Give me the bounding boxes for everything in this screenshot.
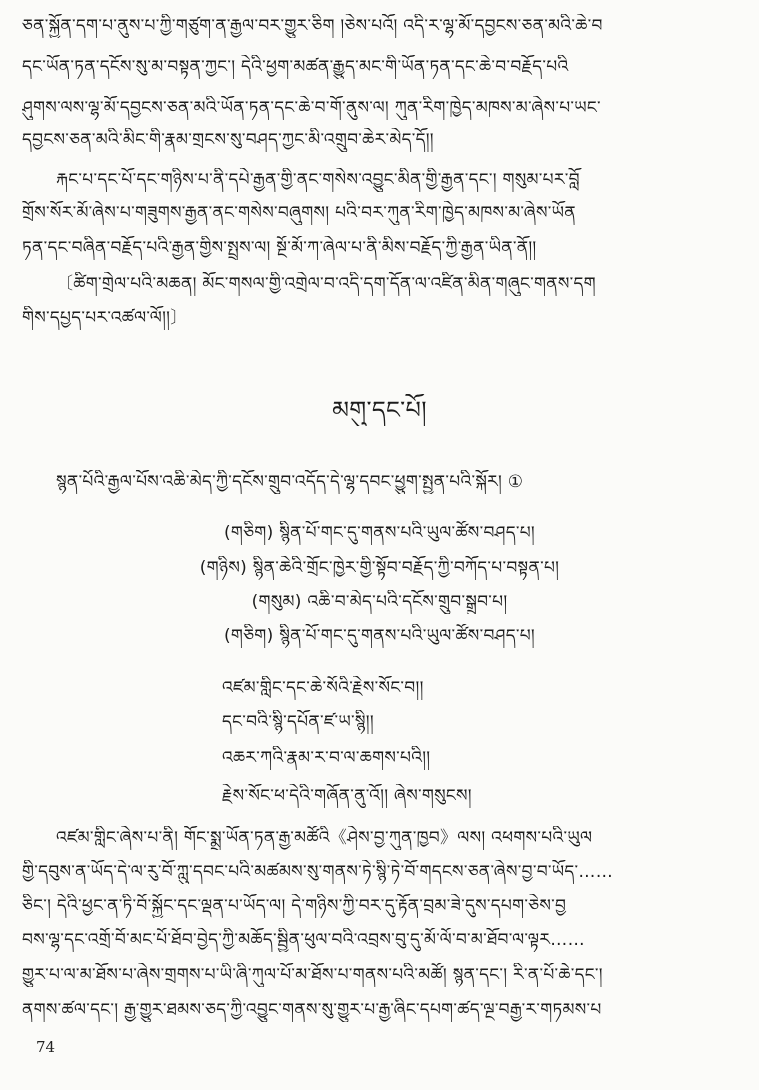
paragraph-3-line-5: གྱུར་པ་ལ་མ་ཐོས་པ་ཞེས་གྲགས་པ་ཡི་ཞི་ཀུལ་པོ་མ་ཐོས་པ་གནས་པའི་མཚོ། སྙན་དང་། རི་ན་པོ་ཆེ་དང་། — [22, 965, 603, 985]
chapter-item-4: (གཅིག) སྙིན་པོ་གང་དུ་གནས་པའི་ཡུལ་ཚོས་བཤད་པ། — [224, 626, 535, 646]
note-line-2: གིས་དཔྱད་པར་འཚལ་ལོ།།〕 — [22, 308, 188, 328]
paragraph-3-line-4: བས་ལྷ་དང་འགྲོ་བོ་མང་པོ་ཐོབ་བྱེད་ཀྱི་མཆོད་སྦྱིན་ཕུལ་བའི་འབྲས་བུ་དུ་མོ་ལོ་བ་མ་ཐོབ་ལ་ལྟར…… — [22, 930, 585, 950]
paragraph-2-line-3: ཏན་དང་བཞིན་བརྗོད་པའི་རྒྱན་གྱིས་སྤྲས་ལ། སྔོ་མོ་ཀ་ཞེལ་པ་ནི་མིས་བརྗོད་ཀྱི་རྒྱན་ཡིན་ནོ།། — [22, 238, 537, 258]
subheading: སྙན་པོའི་རྒྱལ་པོས་འཆི་མེད་ཀྱི་དངོས་གྲུབ་འདོད་དེ་ལྷ་དབང་ཕྱུག་སྤྱན་པའི་སྐོར། ① — [56, 472, 524, 492]
chapter-item-3: (གསུམ) འཆི་བ་མེད་པའི་དངོས་གྲུབ་སྒྲུབ་པ། — [251, 592, 508, 612]
verse-line-4: རྗེས་སོང་ཕ་དེའི་གཞོན་ནུ་འོ།། ཞེས་གསུངས། — [222, 786, 472, 806]
chapter-item-2: (གཉིས) སྙིན་ཆེའི་གྲོང་ཁྱེར་གྱི་སྟོབ་བརྗོད་ཀྱི་བཀོད་པ་བསྟན་པ། — [199, 558, 560, 578]
page-number: 74 — [36, 1038, 56, 1056]
verse-line-3: འཆར་ཀའི་རྣམ་ར་བ་ལ་ཆགས་པའི།། — [222, 748, 431, 768]
paragraph-3-line-1: འཛམ་གླིང་ཞེས་པ་ནི། གོང་སྨྲ་ཡོན་ཏན་རྒྱ་མཚོའི《ཤེས་བྱ་ཀུན་ཁྱབ》ལས། འཕགས་པའི་ཡུལ — [56, 828, 593, 848]
paragraph-3-line-6: ནགས་ཚལ་དང་། རྒྱ་གྱུར་ཐམས་ཅད་ཀྱི་འབྱུང་གནས་སུ་གྱུར་པ་རྒྱ་ཞིང་དཔག་ཚད་ལྔ་བརྒྱ་ར་གཏམས་པ — [22, 1000, 602, 1020]
verse-line-1: འཛམ་གླིང་དང་ཆེ་སོའི་རྗེས་སོང་བ།། — [222, 678, 424, 698]
verse-line-2: དང་བའི་སྙི་དཔོན་ཛ་ཡ་སྙི།། — [222, 712, 374, 732]
paragraph-1-line-2: དང་ཡོན་ཏན་དངོས་སུ་མ་བསྟན་ཀྱང་། དེའི་ཕྱག་མཚན་རྒྱུད་མང་གི་ཡོན་ཏན་དང་ཆེ་བ་བརྗོད་པའི — [22, 57, 569, 77]
paragraph-2-line-1: རྐང་པ་དང་པོ་དང་གཉིས་པ་ནི་དཔེ་རྒྱན་གྱི་ནང་གསེས་འབྱུང་མིན་གྱི་རྒྱན་དང་། གསུམ་པར་བློ — [56, 170, 580, 190]
paragraph-3-line-2: གྱི་དབུས་ན་ཡོད་དེ་ལ་རུ་བོ་ཀླུ་དབང་པའི་མཚམས་སུ་གནས་ཏེ་སྙི་ཏེ་བོ་གདངས་ཅན་ཞེས་བྱ་བ་ཡོད་…… — [22, 862, 614, 882]
paragraph-1-line-4: དབྱངས་ཅན་མའི་མིང་གི་རྣམ་གྲངས་སུ་བཤད་ཀྱང་མི་འགྲུབ་ཆེར་མེད་དོ།། — [22, 130, 434, 150]
section-title: མགུ་དང་པོ། — [332, 396, 427, 424]
chapter-item-1: (གཅིག) སྙིན་པོ་གང་དུ་གནས་པའི་ཡུལ་ཚོས་བཤད་པ། — [224, 523, 535, 543]
paragraph-1-line-3: ཤུགས་ལས་ལྷ་མོ་དབྱངས་ཅན་མའི་ཡོན་ཏན་དང་ཆེ་བ་གོ་ནུས་ལ། ཀུན་རིག་ཁྱེད་མཁས་མ་ཞེས་པ་ཡང་ — [22, 98, 601, 118]
paragraph-1-line-1: ཅན་སྐྱོན་དག་པ་ནུས་པ་ཀྱི་གཙུག་ན་རྒྱལ་བར་གྱུར་ཅིག །ཅེས་པའོ། འདི་ར་ལྷ་མོ་དབྱངས་ཅན་མའི་ཆེ་བ — [22, 16, 603, 36]
paragraph-2-line-2: གྲོས་སོར་མོ་ཞེས་པ་གཟུགས་རྒྱན་ནང་གསེས་བཞུགས། པའི་བར་ཀུན་རིག་ཁྱེད་མཁས་མ་ཞེས་ཡོན — [22, 203, 576, 223]
note-line-1: 〔ཚིག་གྲེལ་པའི་མཆན། མོང་གསལ་གྱི་འགྲེལ་བ་འདི་དག་དོན་ལ་འཛིན་མིན་གཞུང་གནས་དག — [56, 274, 596, 294]
paragraph-3-line-3: ཅིང་། དེའི་ཕྱང་ན་ཏི་བོ་སྐྱོང་དང་ལྡན་པ་ཡོད་ལ། དེ་གཉིས་ཀྱི་བར་དུ་རྟོན་བྲམ་ཟེ་དུས་དཔག་ཅེས་བྱ — [22, 896, 567, 916]
